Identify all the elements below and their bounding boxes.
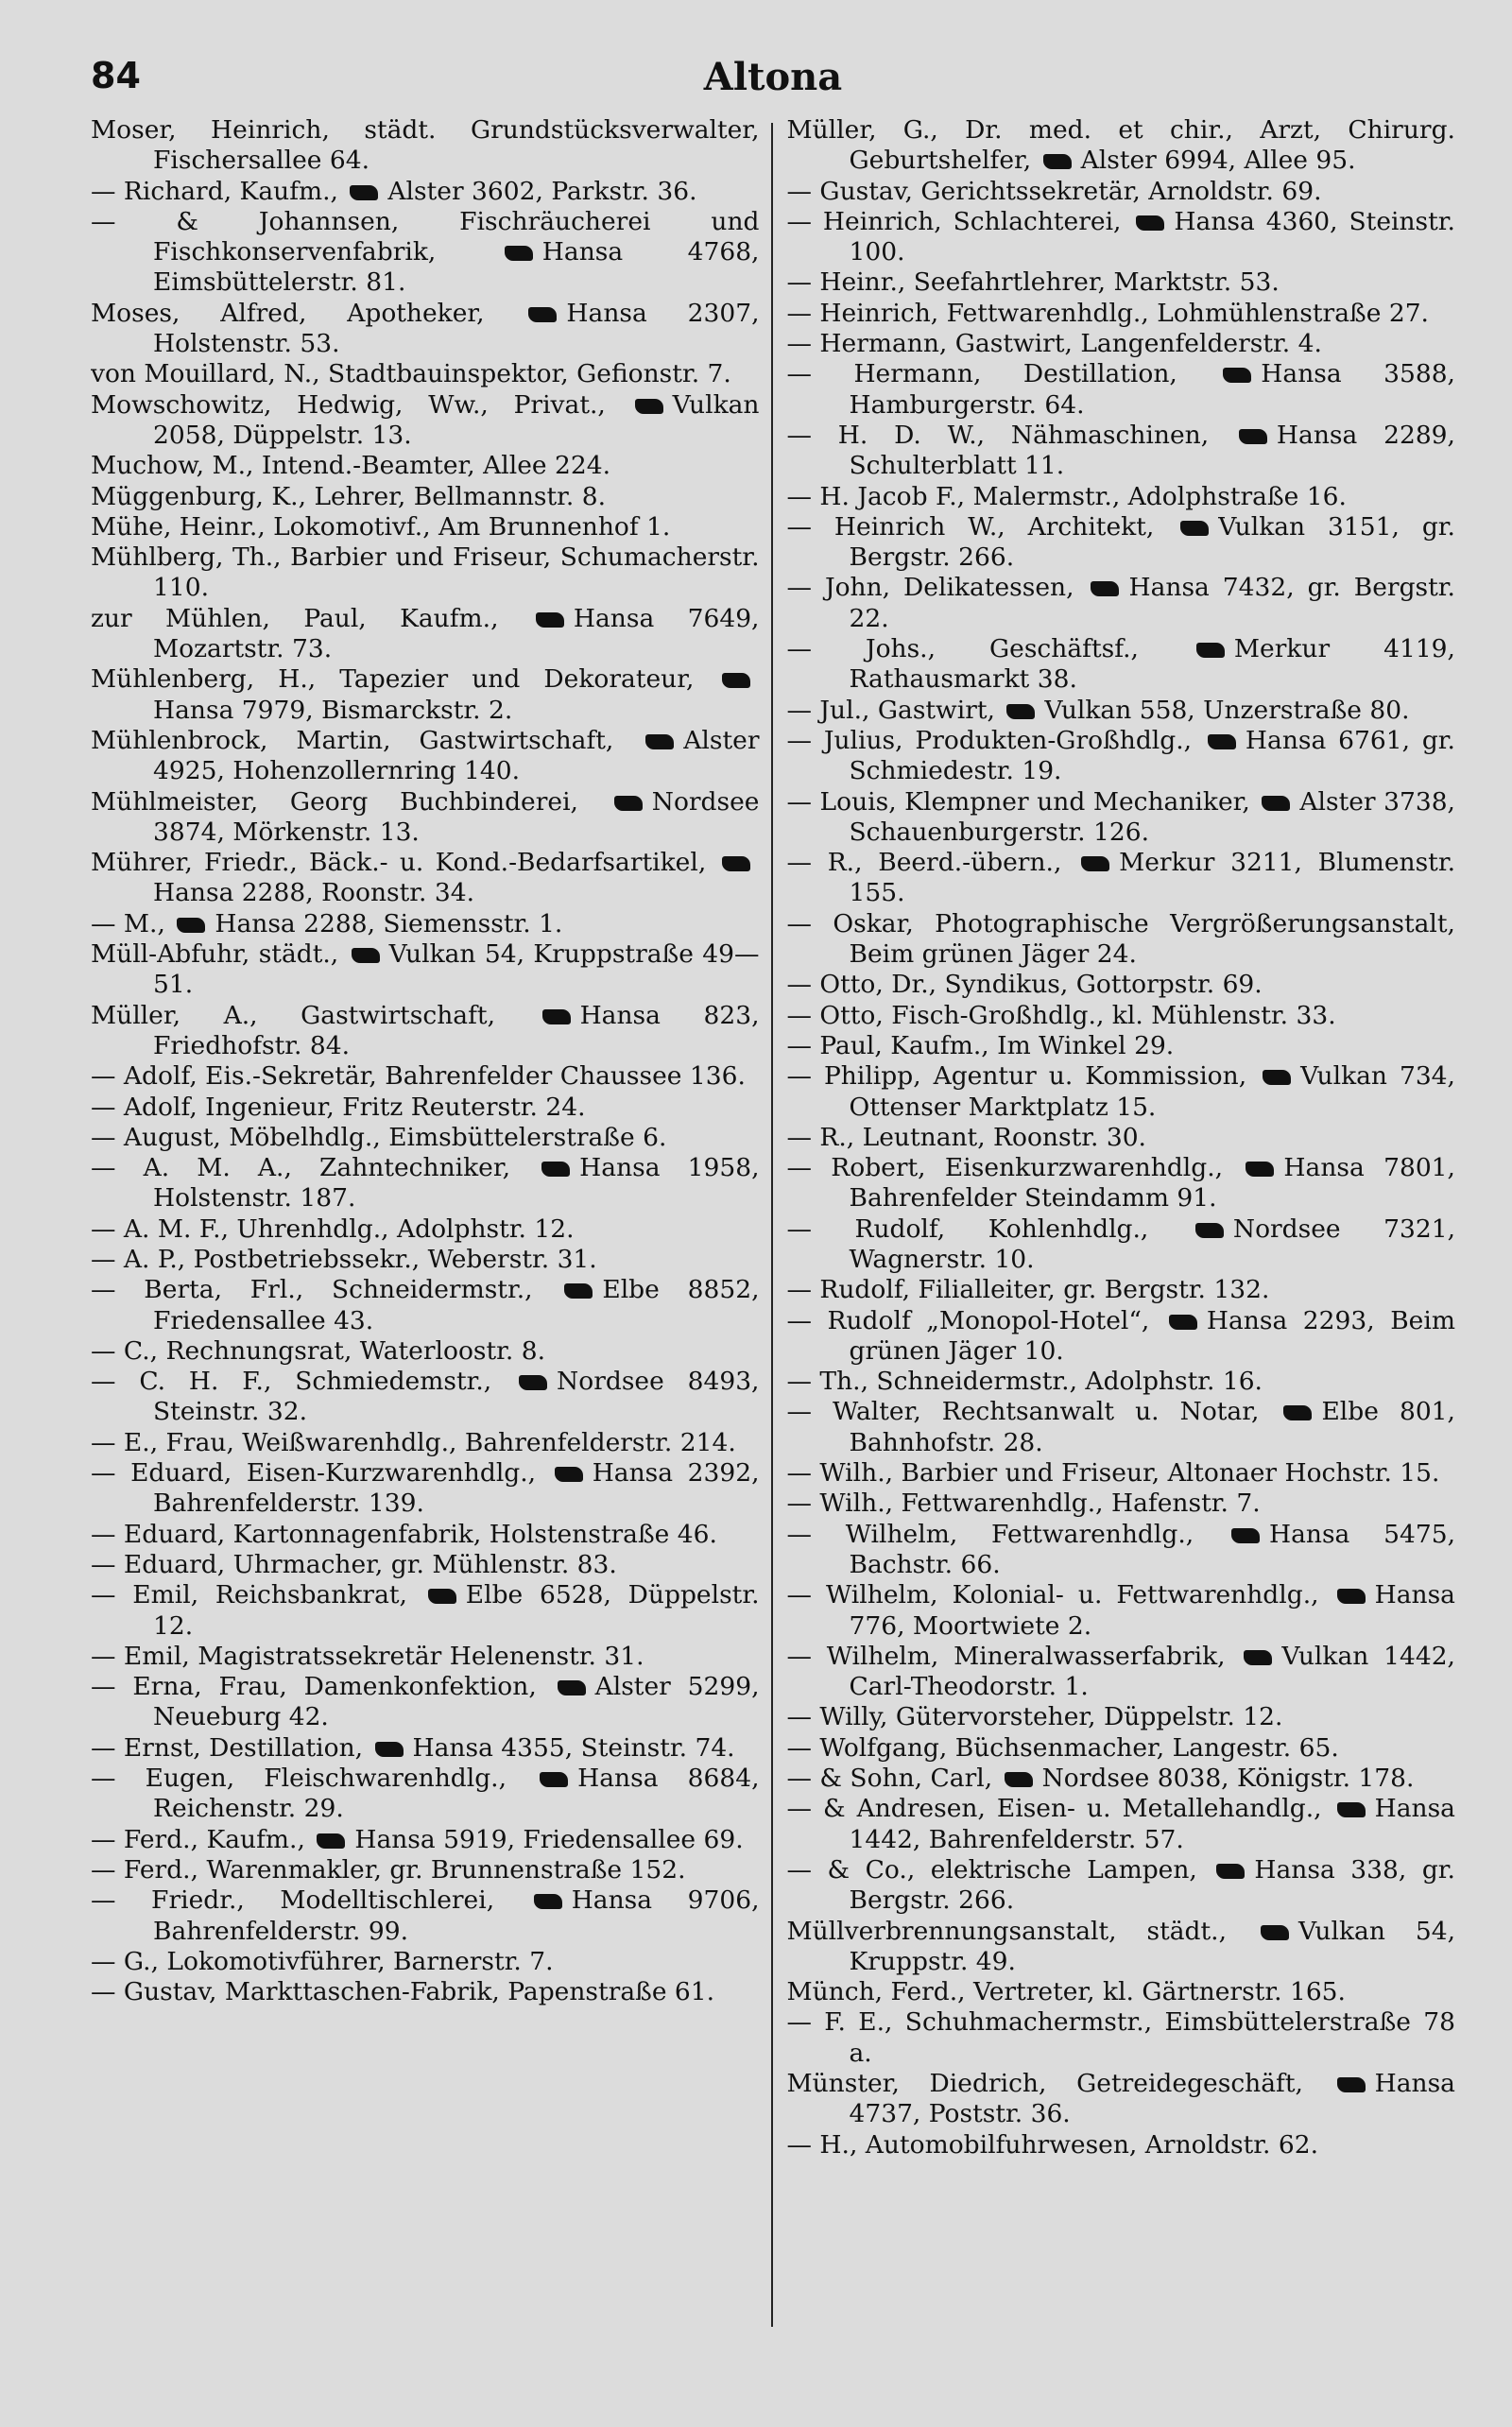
directory-entry: — Julius, Produkten-Großhdlg., Hansa 6761, gr. Schmiedestr. 19. xyxy=(786,725,1455,786)
directory-entry: — & Johannsen, Fischräucherei und Fischkonservenfabrik, Hansa 4768, Eimsbüttelerstr. 81. xyxy=(91,206,760,298)
directory-entry: — Heinrich W., Architekt, Vulkan 3151, gr. Bergstr. 266. xyxy=(786,511,1455,573)
directory-entry: — Emil, Reichsbankrat, Elbe 6528, Düppelstr. 12. xyxy=(91,1580,760,1641)
telephone-icon xyxy=(722,673,750,688)
telephone-icon xyxy=(645,734,674,749)
telephone-icon xyxy=(1337,1802,1366,1817)
directory-entry: — F. E., Schuhmachermstr., Eimsbüttelerstraße 78 a. xyxy=(786,2007,1455,2068)
directory-entry: — Wilh., Barbier und Friseur, Altonaer Hochstr. 15. xyxy=(786,1458,1440,1489)
directory-entry: — Wolfgang, Büchsenmacher, Langestr. 65. xyxy=(786,1732,1339,1763)
telephone-icon xyxy=(428,1589,456,1604)
directory-entry: — Friedr., Modelltischlerei, Hansa 9706, Bahrenfelderstr. 99. xyxy=(91,1885,760,1946)
directory-entry: — Ernst, Destillation, Hansa 4355, Steinstr. 74. xyxy=(91,1732,735,1763)
telephone-icon xyxy=(1244,1650,1272,1665)
directory-entry: — Otto, Fisch-Großhdlg., kl. Mühlenstr. 33. xyxy=(786,1000,1336,1030)
telephone-icon xyxy=(1081,856,1109,871)
directory-entry: — Otto, Dr., Syndikus, Gottorpstr. 69. xyxy=(786,970,1263,1000)
columns xyxy=(91,115,1455,2384)
telephone-icon xyxy=(555,1467,583,1482)
directory-entry: Müller, G., Dr. med. et chir., Arzt, Chirurg. Geburtshelfer, Alster 6994, Allee 95. xyxy=(786,115,1455,176)
directory-entry: Muchow, M., Intend.-Beamter, Allee 224. xyxy=(91,451,611,481)
directory-entry: — Rudolf „Monopol-Hotel“, Hansa 2293, Beim grünen Jäger 10. xyxy=(786,1305,1455,1366)
directory-entry: — Jul., Gastwirt, Vulkan 558, Unzerstraße 80. xyxy=(786,695,1410,725)
directory-entry: — Eduard, Kartonnagenfabrik, Holstenstraße 46. xyxy=(91,1519,717,1549)
directory-entry: Moses, Alfred, Apotheker, Hansa 2307, Holstenstr. 53. xyxy=(91,298,760,359)
telephone-icon xyxy=(1043,154,1072,169)
directory-entry: — Walter, Rechtsanwalt u. Notar, Elbe 801, Bahnhofstr. 28. xyxy=(786,1397,1455,1457)
directory-entry: Mühlmeister, Georg Buchbinderei, Nordsee 3874, Mörkenstr. 13. xyxy=(91,786,760,847)
directory-entry: — Berta, Frl., Schneidermstr., Elbe 8852, Friedensallee 43. xyxy=(91,1275,760,1335)
telephone-icon xyxy=(534,1894,562,1909)
telephone-icon xyxy=(1136,215,1164,231)
telephone-icon xyxy=(375,1742,404,1757)
page-number: 84 xyxy=(91,55,141,96)
directory-entry: — A. P., Postbetriebssekr., Weberstr. 31. xyxy=(91,1244,597,1274)
directory-entry: von Mouillard, N., Stadtbauinspektor, Gefionstr. 7. xyxy=(91,359,731,389)
directory-entry: — M., Hansa 2288, Siemensstr. 1. xyxy=(91,908,563,938)
directory-entry: Mühlenbrock, Martin, Gastwirtschaft, Alster 4925, Hohenzollernring 140. xyxy=(91,725,760,786)
telephone-icon xyxy=(1263,1070,1291,1085)
directory-entry: — Wilhelm, Fettwarenhdlg., Hansa 5475, Bachstr. 66. xyxy=(786,1519,1455,1579)
directory-entry: — Paul, Kaufm., Im Winkel 29. xyxy=(786,1030,1175,1060)
page-header xyxy=(91,55,1455,115)
directory-entry: — Th., Schneidermstr., Adolphstr. 16. xyxy=(786,1367,1263,1397)
telephone-icon xyxy=(1231,1528,1260,1543)
directory-entry: — Wilhelm, Kolonial- u. Fettwarenhdlg., Hansa 776, Moortwiete 2. xyxy=(786,1580,1455,1641)
telephone-icon xyxy=(541,1162,570,1177)
telephone-icon xyxy=(1216,1864,1245,1879)
directory-entry: — Heinrich, Fettwarenhdlg., Lohmühlenstraße 27. xyxy=(786,298,1429,328)
telephone-icon xyxy=(1180,521,1209,536)
telephone-icon xyxy=(350,185,378,200)
directory-entry: — Eduard, Eisen-Kurzwarenhdlg., Hansa 2392, Bahrenfelderstr. 139. xyxy=(91,1458,760,1519)
telephone-icon xyxy=(1196,643,1225,658)
directory-entry: Müggenburg, K., Lehrer, Bellmannstr. 8. xyxy=(91,481,607,511)
directory-entry: — R., Beerd.-übern., Merkur 3211, Blumenstr. 155. xyxy=(786,848,1455,908)
telephone-icon xyxy=(519,1375,547,1390)
directory-entry: zur Mühlen, Paul, Kaufm., Hansa 7649, Mozartstr. 73. xyxy=(91,603,760,664)
directory-entry: — E., Frau, Weißwarenhdlg., Bahrenfelderstr. 214. xyxy=(91,1427,736,1457)
directory-entry: — C. H. F., Schmiedemstr., Nordsee 8493, Steinstr. 32. xyxy=(91,1367,760,1427)
telephone-icon xyxy=(505,246,533,261)
telephone-icon xyxy=(1195,1223,1224,1238)
directory-entry: — Hermann, Gastwirt, Langenfelderstr. 4. xyxy=(786,329,1322,359)
telephone-icon xyxy=(1337,1589,1366,1604)
telephone-icon xyxy=(1337,2077,1366,2092)
directory-entry: — Johs., Geschäftsf., Merkur 4119, Rathausmarkt 38. xyxy=(786,634,1455,695)
telephone-icon xyxy=(564,1283,593,1299)
directory-entry: — & Andresen, Eisen- u. Metallehandlg., Hansa 1442, Bahrenfelderstr. 57. xyxy=(786,1794,1455,1854)
telephone-icon xyxy=(528,307,557,322)
directory-entry: — Gustav, Markttaschen-Fabrik, Papenstraße 61. xyxy=(91,1977,715,2007)
directory-entry: — Richard, Kaufm., Alster 3602, Parkstr. 36. xyxy=(91,176,697,206)
directory-entry: Müllverbrennungsanstalt, städt., Vulkan 54, Kruppstr. 49. xyxy=(786,1916,1455,1976)
directory-entry: — Louis, Klempner und Mechaniker, Alster 3738, Schauenburgerstr. 126. xyxy=(786,786,1455,847)
directory-entry: Mühlenberg, H., Tapezier und Dekorateur, Hansa 7979, Bismarckstr. 2. xyxy=(91,664,760,726)
directory-entry: Mührer, Friedr., Bäck.- u. Kond.-Bedarfsartikel, Hansa 2288, Roonstr. 34. xyxy=(91,848,760,909)
directory-entry: — A. M. F., Uhrenhdlg., Adolphstr. 12. xyxy=(91,1214,575,1244)
directory-entry: — Rudolf, Filialleiter, gr. Bergstr. 132. xyxy=(786,1275,1270,1305)
directory-entry: — & Sohn, Carl, Nordsee 8038, Königstr. 178. xyxy=(786,1764,1415,1794)
directory-entry: — Philipp, Agentur u. Kommission, Vulkan 734, Ottenser Marktplatz 15. xyxy=(786,1061,1455,1122)
directory-entry: — Eduard, Uhrmacher, gr. Mühlenstr. 83. xyxy=(91,1549,617,1579)
directory-entry: — H. D. W., Nähmaschinen, Hansa 2289, Schulterblatt 11. xyxy=(786,420,1455,481)
directory-entry: — Ferd., Warenmakler, gr. Brunnenstraße 152. xyxy=(91,1854,686,1885)
telephone-icon xyxy=(536,612,564,628)
city-heading: Altona xyxy=(703,55,843,99)
directory-entry: — C., Rechnungsrat, Waterloostr. 8. xyxy=(91,1335,546,1366)
directory-entry: — A. M. A., Zahntechniker, Hansa 1958, Holstenstr. 187. xyxy=(91,1153,760,1214)
telephone-icon xyxy=(317,1833,345,1849)
directory-entry: — & Co., elektrische Lampen, Hansa 338, gr. Bergstr. 266. xyxy=(786,1854,1455,1916)
directory-entry: — Wilh., Fettwarenhdlg., Hafenstr. 7. xyxy=(786,1489,1261,1519)
telephone-icon xyxy=(1223,368,1251,383)
directory-entry: — R., Leutnant, Roonstr. 30. xyxy=(786,1122,1146,1152)
directory-entry: — H. Jacob F., Malermstr., Adolphstraße 16. xyxy=(786,481,1347,511)
directory-entry: — Heinr., Seefahrtlehrer, Marktstr. 53. xyxy=(786,267,1280,298)
telephone-icon xyxy=(542,1009,571,1024)
directory-entry: — Ferd., Kaufm., Hansa 5919, Friedensallee 69. xyxy=(91,1824,744,1854)
directory-entry: — Wilhelm, Mineralwasserfabrik, Vulkan 1442, Carl-Theodorstr. 1. xyxy=(786,1641,1455,1702)
directory-entry: Mowschowitz, Hedwig, Ww., Privat., Vulkan 2058, Düppelstr. 13. xyxy=(91,389,760,450)
telephone-icon xyxy=(1169,1315,1197,1330)
directory-entry: — Eugen, Fleischwarenhdlg., Hansa 8684, Reichenstr. 29. xyxy=(91,1764,760,1824)
telephone-icon xyxy=(540,1772,568,1787)
directory-entry: — Rudolf, Kohlenhdlg., Nordsee 7321, Wagnerstr. 10. xyxy=(786,1214,1455,1274)
telephone-icon xyxy=(722,856,750,871)
directory-entry: — Adolf, Ingenieur, Fritz Reuterstr. 24. xyxy=(91,1092,586,1122)
telephone-icon xyxy=(558,1680,586,1695)
directory-entry: Moser, Heinrich, städt. Grundstücksverwalter, Fischersallee 64. xyxy=(91,115,760,176)
directory-entry: — Gustav, Gerichtssekretär, Arnoldstr. 69. xyxy=(786,176,1322,206)
telephone-icon xyxy=(177,918,205,933)
directory-entry: — H., Automobilfuhrwesen, Arnoldstr. 62. xyxy=(786,2129,1319,2160)
right-column xyxy=(773,115,1455,2384)
telephone-icon xyxy=(352,948,380,963)
directory-entry: Müll-Abfuhr, städt., Vulkan 54, Kruppstraße 49—51. xyxy=(91,939,760,1000)
directory-entry: Mühlberg, Th., Barbier und Friseur, Schumacherstr. 110. xyxy=(91,542,760,603)
telephone-icon xyxy=(614,796,643,811)
directory-entry: Müller, A., Gastwirtschaft, Hansa 823, Friedhofstr. 84. xyxy=(91,1000,760,1060)
telephone-icon xyxy=(1239,429,1267,444)
directory-entry: — Hermann, Destillation, Hansa 3588, Hamburgerstr. 64. xyxy=(786,359,1455,420)
directory-entry: Münster, Diedrich, Getreidegeschäft, Hansa 4737, Poststr. 36. xyxy=(786,2069,1455,2129)
telephone-icon xyxy=(1246,1162,1274,1177)
directory-entry: — Robert, Eisenkurzwarenhdlg., Hansa 7801, Bahrenfelder Steindamm 91. xyxy=(786,1153,1455,1214)
telephone-icon xyxy=(635,399,663,414)
directory-entry: — Emil, Magistratssekretär Helenenstr. 31. xyxy=(91,1641,644,1671)
directory-entry: — Heinrich, Schlachterei, Hansa 4360, Steinstr. 100. xyxy=(786,206,1455,267)
directory-entry: Münch, Ferd., Vertreter, kl. Gärtnerstr. 165. xyxy=(786,1977,1346,2007)
telephone-icon xyxy=(1261,1925,1289,1940)
telephone-icon xyxy=(1006,704,1035,719)
telephone-icon xyxy=(1005,1772,1033,1787)
telephone-icon xyxy=(1208,734,1236,749)
directory-entry: — G., Lokomotivführer, Barnerstr. 7. xyxy=(91,1946,554,1976)
directory-entry: — August, Möbelhdlg., Eimsbüttelerstraße 6. xyxy=(91,1122,667,1152)
telephone-icon xyxy=(1091,581,1119,596)
directory-entry: — Adolf, Eis.-Sekretär, Bahrenfelder Chaussee 136. xyxy=(91,1061,746,1092)
directory-entry: — Willy, Gütervorsteher, Düppelstr. 12. xyxy=(786,1702,1283,1732)
directory-entry: — Oskar, Photographische Vergrößerungsanstalt, Beim grünen Jäger 24. xyxy=(786,908,1455,970)
directory-entry: Mühe, Heinr., Lokomotivf., Am Brunnenhof 1. xyxy=(91,511,671,542)
telephone-icon xyxy=(1283,1405,1312,1420)
directory-entry: — John, Delikatessen, Hansa 7432, gr. Bergstr. 22. xyxy=(786,573,1455,633)
directory-entry: — Erna, Frau, Damenkonfektion, Alster 5299, Neueburg 42. xyxy=(91,1672,760,1732)
telephone-icon xyxy=(1262,796,1290,811)
left-column xyxy=(91,115,771,2384)
